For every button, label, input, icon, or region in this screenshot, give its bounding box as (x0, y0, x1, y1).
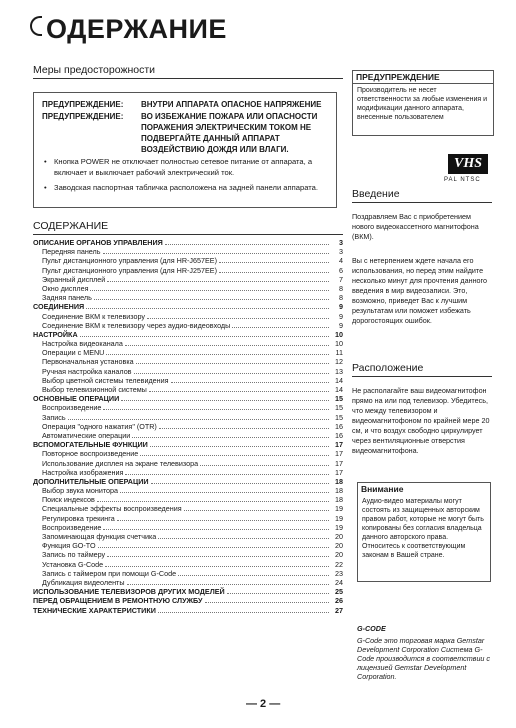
dot-leader (97, 501, 329, 502)
gcode-text: G-Code это торговая марка Gemstar Development Corporation Система G-Code производится в соответствии с лицензией Gemstar Development Corporation. (357, 636, 491, 681)
dot-leader (219, 262, 329, 263)
toc-entry: Операции с MENU 11 (42, 348, 343, 358)
toc-entry: Воспроизведение 19 (42, 522, 343, 532)
page-title: ОДЕРЖАНИЕ (30, 14, 227, 45)
dot-leader (121, 400, 329, 401)
dot-leader (149, 391, 329, 392)
toc-entry: Соединение ВКМ к телевизору 9 (42, 311, 343, 321)
vhs-logo: VHS (448, 154, 488, 174)
attention-box: Внимание Аудио-видео материалы могут состоять из защищенных авторским правом работ, которые не могут быть копированы без согласия владельца данного авторского права. Относитесь к соответствующим законам в Вашей стране. (357, 482, 491, 582)
dot-leader (159, 428, 329, 429)
dot-leader (205, 602, 329, 603)
dot-leader (151, 483, 329, 484)
toc-entry: Первоначальная установка 12 (42, 357, 343, 367)
dot-leader (200, 465, 329, 466)
dot-leader (125, 474, 329, 475)
dot-leader (127, 584, 329, 585)
manufacturer-warning-box: ПРЕДУПРЕЖДЕНИЕ Производитель не несет ответственности за любые изменения и модификации данного аппарата, внесенные пользователем (352, 70, 494, 136)
toc-entry: Автоматические операции 16 (42, 430, 343, 440)
toc-entry: Ручная настройка каналов 13 (42, 366, 343, 376)
toc-entry: Пульт дистанционного управления (для HR-J657EE) 4 (42, 256, 343, 266)
toc-entry: Экранный дисплей 7 (42, 274, 343, 284)
table-of-contents (33, 238, 343, 615)
toc-entry: Воспроизведение 15 (42, 403, 343, 413)
toc-section: НАСТРОЙКА 10 (33, 329, 343, 339)
toc-entry: Повторное воспроизведение 17 (42, 449, 343, 459)
dot-leader (165, 244, 329, 245)
toc-entry: Выбор цветной системы телевидения 14 (42, 375, 343, 385)
intro-paragraph-1: Поздравляем Вас с приобретением нового видеокассетного магнитофона (ВКМ). (352, 212, 479, 241)
dot-leader (107, 556, 329, 557)
dot-leader (80, 336, 329, 337)
toc-section: ИСПОЛЬЗОВАНИЕ ТЕЛЕВИЗОРОВ ДРУГИХ МОДЕЛЕЙ 25 (33, 587, 343, 597)
toc-entry: Окно дисплея 8 (42, 283, 343, 293)
dot-leader (125, 345, 329, 346)
dot-leader (232, 327, 329, 328)
toc-entry: Запись 15 (42, 412, 343, 422)
dot-leader (107, 281, 329, 282)
dot-leader (147, 318, 329, 319)
dot-leader (106, 354, 329, 355)
dot-leader (150, 446, 329, 447)
page-number: — 2 — (246, 698, 281, 710)
toc-entry: Задняя панель 8 (42, 293, 343, 303)
dot-leader (68, 419, 329, 420)
toc-entry: Дубликация видеоленты 24 (42, 577, 343, 587)
toc-entry: Настройка изображения 17 (42, 467, 343, 477)
placement-paragraph: Не располагайте ваш видеомагнитофон прямо на или под телевизор. Убедитесь, что между телевизором и видеомагнитофоном по крайней мере 20 см, и что воздух свободно циркулирует через вентиляционные отверстия видеомагнитофона. (352, 386, 490, 455)
intro-heading: Введение (352, 188, 492, 203)
toc-entry: Выбор звука монитора 18 (42, 486, 343, 496)
dot-leader (171, 382, 329, 383)
intro-paragraph-2: Вы с нетерпением ждете начала его использования, но перед этим найдите несколько минут для прочтения данного введения в мир видеозаписи. Это, возможно, приведет Вас к лучшим результатам или поможет избежать дорогостоящих ошибок. (352, 256, 488, 325)
toc-section: СОЕДИНЕНИЯ 9 (33, 302, 343, 312)
toc-entry: Настройка видеоканала 10 (42, 339, 343, 349)
toc-entry: Передняя панель 3 (42, 247, 343, 257)
toc-entry: Выбор телевизионной системы 14 (42, 385, 343, 394)
toc-section: ОПИСАНИЕ ОРГАНОВ УПРАВЛЕНИЯ 3 (33, 238, 343, 247)
dot-leader (98, 547, 329, 548)
dot-leader (103, 253, 330, 254)
toc-entry: Запись с таймером при помощи G-Code 23 (42, 568, 343, 578)
dot-leader (178, 575, 329, 576)
toc-entry: Установка G-Code 22 (42, 559, 343, 569)
toc-entry: Запоминающая функция счетчика 20 (42, 532, 343, 541)
dot-leader (136, 363, 329, 364)
dot-leader (158, 612, 329, 613)
dot-leader (117, 520, 329, 521)
dot-leader (184, 510, 329, 511)
dot-leader (219, 272, 329, 273)
toc-entry: Функция GO-TO 20 (42, 541, 343, 551)
dot-leader (227, 593, 329, 594)
dot-leader (90, 290, 329, 291)
toc-entry: Запись по таймеру 20 (42, 550, 343, 560)
toc-section: ВСПОМОГАТЕЛЬНЫЕ ФУНКЦИИ 17 (33, 440, 343, 450)
toc-heading: СОДЕРЖАНИЕ (33, 220, 343, 235)
dot-leader (140, 455, 329, 456)
toc-section: ОСНОВНЫЕ ОПЕРАЦИИ 15 (33, 394, 343, 404)
letter-c-glyph (30, 16, 42, 36)
toc-entry: Пульт дистанционного управления (для HR-J257EE) 6 (42, 265, 343, 275)
toc-entry: Регулировка трекинга 19 (42, 513, 343, 523)
dot-leader (86, 308, 329, 309)
toc-entry: Специальные эффекты воспроизведения 19 (42, 504, 343, 514)
precautions-heading: Меры предосторожности (33, 64, 343, 79)
dot-leader (105, 566, 329, 567)
toc-entry: Использование дисплея на экране телевизора 17 (42, 458, 343, 468)
dot-leader (132, 437, 329, 438)
gcode-heading: G-CODE (357, 624, 386, 633)
dot-leader (103, 529, 329, 530)
placement-heading: Расположение (352, 362, 492, 377)
dot-leader (94, 299, 329, 300)
toc-section: ПЕРЕД ОБРАЩЕНИЕМ В РЕМОНТНУЮ СЛУЖБУ 26 (33, 596, 343, 606)
toc-entry: Поиск индексов 18 (42, 495, 343, 505)
toc-entry: Операция "одного нажатия" (OTR) 16 (42, 421, 343, 431)
toc-entry: Соединение ВКМ к телевизору через аудио-видеовходы 9 (42, 320, 343, 330)
vhs-standards: PAL NTSC (444, 177, 481, 183)
toc-section: ДОПОЛНИТЕЛЬНЫЕ ОПЕРАЦИИ 18 (33, 476, 343, 486)
dot-leader (134, 373, 329, 374)
dot-leader (158, 538, 329, 539)
dot-leader (120, 492, 329, 493)
toc-section: ТЕХНИЧЕСКИЕ ХАРАКТЕРИСТИКИ 27 (33, 605, 343, 615)
dot-leader (103, 409, 329, 410)
precautions-warning-box: ПРЕДУПРЕЖДЕНИЕ: ВНУТРИ АППАРАТА ОПАСНОЕ НАПРЯЖЕНИЕ ПРЕДУПРЕЖДЕНИЕ: ВО ИЗБЕЖАНИЕ ПОЖАРА ИЛИ ОПАСНОСТИ ПОРАЖЕНИЯ ЭЛЕКТРИЧЕСКИМ ТОКОМ НЕ ПОДВЕРГАЙТЕ ДАННЫЙ АППАРАТ ВОЗДЕЙСТВИЮ ДОЖДЯ ИЛИ ВЛАГИ. • Кнопка POWER не отключает полностью сетевое питание от аппарата, а включает и выключает рабочий электрический ток. • Заводская паспортная табличка расположена на задней панели аппарата. (33, 92, 337, 208)
